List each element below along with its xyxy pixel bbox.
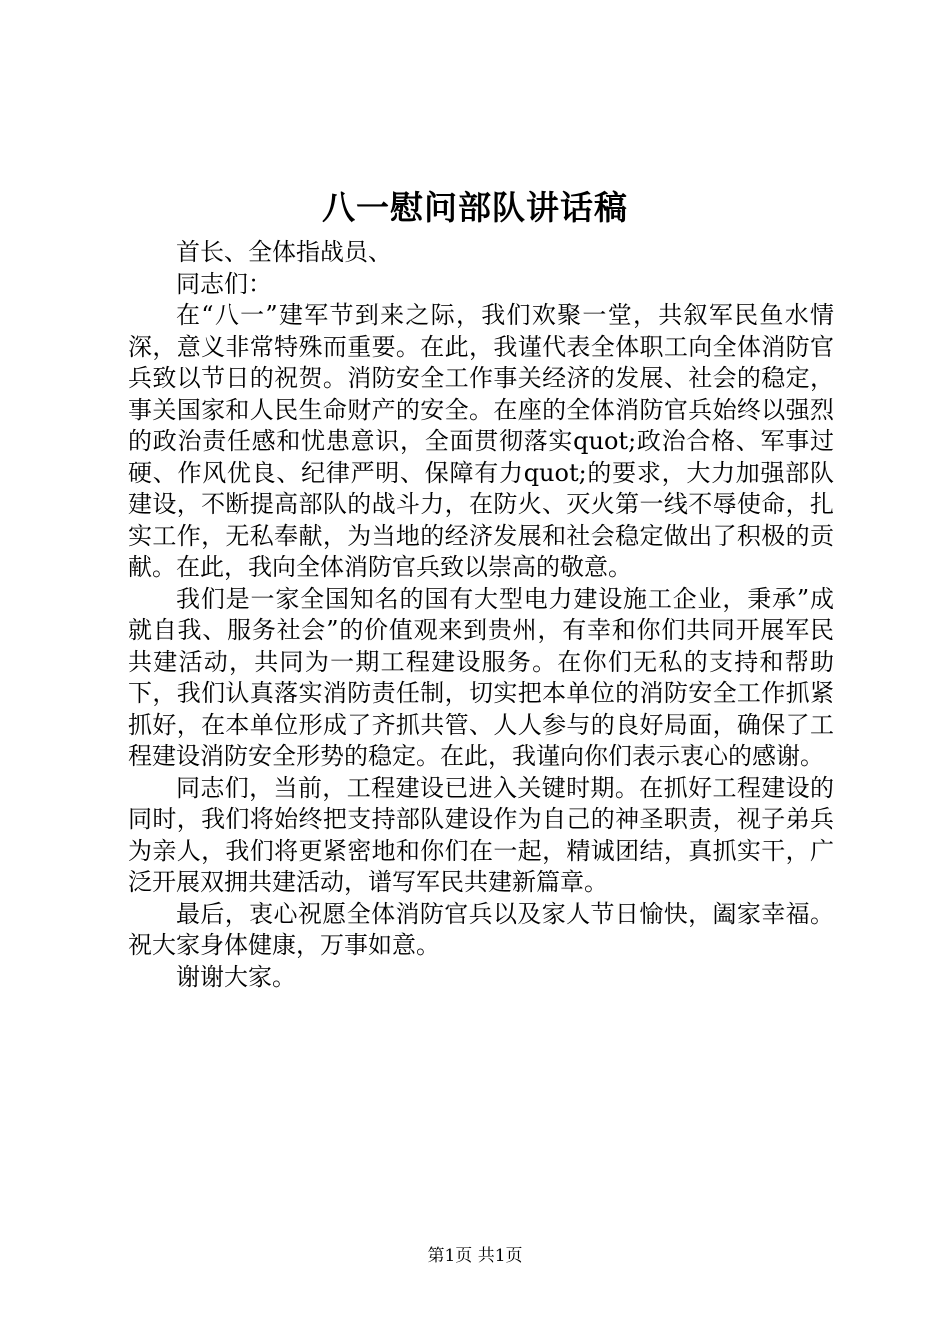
document-title: 八一慰问部队讲话稿 [322,188,628,227]
salutation-line: 首长、全体指战员、 [176,238,392,266]
page-footer: 第1页 共1页 [427,1246,523,1266]
paragraph: 我们是一家全国知名的国有大型电力建设施工企业，秉承”成就自我、服务社会”的价值观来到贵州，有幸和你们共同开展军民共建活动，共同为一期工程建设服务。在你们无私的支持和帮助下，我们认真落实消防责任制，切实把本单位的消防安全工作抓紧抓好，在本单位形成了齐抓共管、人人参与的良好局面，确保了工程建设消防安全形势的稳定。在此，我谨向你们表示衷心的感谢。 [128,584,834,770]
closing-line: 谢谢大家。 [176,962,296,991]
paragraph: 最后，衷心祝愿全体消防官兵以及家人节日愉快，阖家幸福。祝大家身体健康，万事如意。 [128,899,834,959]
document-body [128,237,834,993]
salutation-line: 同志们： [176,269,272,298]
paragraph: 在“八一”建军节到来之际，我们欢聚一堂，共叙军民鱼水情深，意义非常特殊而重要。在此，我谨代表全体职工向全体消防官兵致以节日的祝贺。消防安全工作事关经济的发展、社会的稳定，事关国家和人民生命财产的安全。在座的全体消防官兵始终以强烈的政治责任感和忧患意识，全面贯彻落实quot;政治合格、军事过硬、作风优良、纪律严明、保障有力quot;的要求，大力加强部队建设，不断提高部队的战斗力，在防火、灭火第一线不辱使命，扎实工作，无私奉献，为当地的经济发展和社会稳定做出了积极的贡献。在此，我向全体消防官兵致以崇高的敬意。 [128,301,834,581]
paragraph: 同志们，当前，工程建设已进入关键时期。在抓好工程建设的同时，我们将始终把支持部队建设作为自己的神圣职责，视子弟兵为亲人，我们将更紧密地和你们在一起，精诚团结，真抓实干，广泛开展双拥共建活动，谱写军民共建新篇章。 [128,773,834,896]
